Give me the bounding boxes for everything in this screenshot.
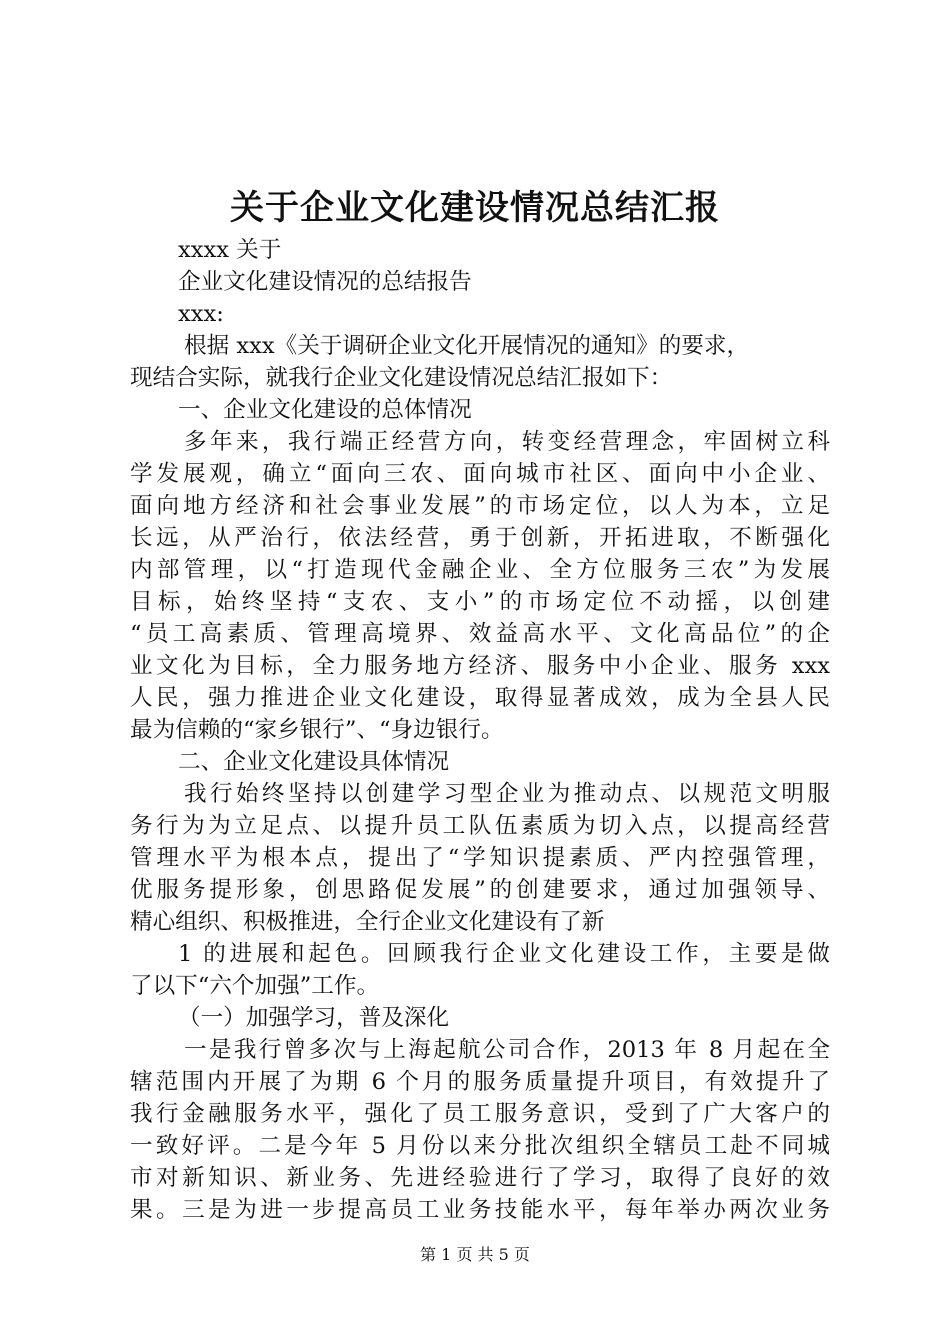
text-line: 多年来，我行端正经营方向，转变经营理念，牢固树立科: [184, 429, 830, 455]
text-line: 一致好评。二是今年 5 月份以来分批次组织全辖员工赴不同城: [130, 1133, 830, 1159]
text-line: 一是我行曾多次与上海起航公司合作，2013 年 8 月起在全: [184, 1037, 830, 1063]
text-line: 学发展观，确立“面向三农、面向城市社区、面向中小企业、: [130, 461, 830, 487]
text-line: xxx:: [178, 301, 224, 327]
text-line: 根据 xxx《关于调研企业文化开展情况的通知》的要求，: [184, 333, 750, 359]
text-line: 面向地方经济和社会事业发展”的市场定位，以人为本，立足: [130, 493, 830, 519]
text-line: 务行为为立足点、以提升员工队伍素质为切入点，以提高经营: [130, 813, 830, 839]
text-line: 业文化为目标，全力服务地方经济、服务中小企业、服务 xxx: [130, 653, 830, 679]
text-line: 1 的进展和起色。回顾我行企业文化建设工作，主要是做: [178, 941, 830, 967]
page-footer: 第 1 页 共 5 页: [420, 1245, 530, 1264]
text-line: 市对新知识、新业务、先进经验进行了学习，取得了良好的效: [130, 1165, 830, 1191]
text-line: 内部管理，以“打造现代金融企业、全方位服务三农”为发展: [130, 557, 830, 583]
text-line: 辖范围内开展了为期 6 个月的服务质量提升项目，有效提升了: [130, 1069, 830, 1095]
text-line: 优服务提形象，创思路促发展”的创建要求，通过加强领导、: [130, 877, 830, 903]
text-line: 长远，从严治行，依法经营，勇于创新，开拓进取，不断强化: [130, 525, 830, 551]
text-line: 果。三是为进一步提高员工业务技能水平，每年举办两次业务: [130, 1197, 830, 1223]
section-heading: 一、企业文化建设的总体情况: [178, 397, 472, 423]
text-line: 现结合实际，就我行企业文化建设情况总结汇报如下：: [130, 365, 673, 391]
text-line: 管理水平为根本点，提出了“学知识提素质、严内控强管理，: [130, 845, 830, 871]
document-body: [130, 234, 830, 1226]
text-line: 我行金融服务水平，强化了员工服务意识，受到了广大客户的: [130, 1101, 830, 1127]
text-line: 人民，强力推进企业文化建设，取得显著成效，成为全县人民: [130, 685, 830, 711]
text-line: 了以下“六个加强”工作。: [130, 973, 380, 999]
text-line: 我行始终坚持以创建学习型企业为推动点、以规范文明服: [184, 781, 830, 807]
document-title: 关于企业文化建设情况总结汇报: [230, 188, 720, 228]
text-line: “员工高素质、管理高境界、效益高水平、文化高品位”的企: [130, 621, 830, 647]
text-line: xxxx 关于: [178, 237, 282, 263]
text-line: 目标，始终坚持“支农、支小”的市场定位不动摇，以创建: [130, 589, 830, 615]
section-heading: 二、企业文化建设具体情况: [178, 749, 450, 775]
subsection-heading: （一）加强学习，普及深化: [178, 1005, 450, 1031]
text-line: 精心组织、积极推进，全行企业文化建设有了新: [130, 909, 605, 935]
text-line: 最为信赖的“家乡银行”、“身边银行。: [130, 717, 504, 743]
text-line: 企业文化建设情况的总结报告: [178, 269, 472, 295]
